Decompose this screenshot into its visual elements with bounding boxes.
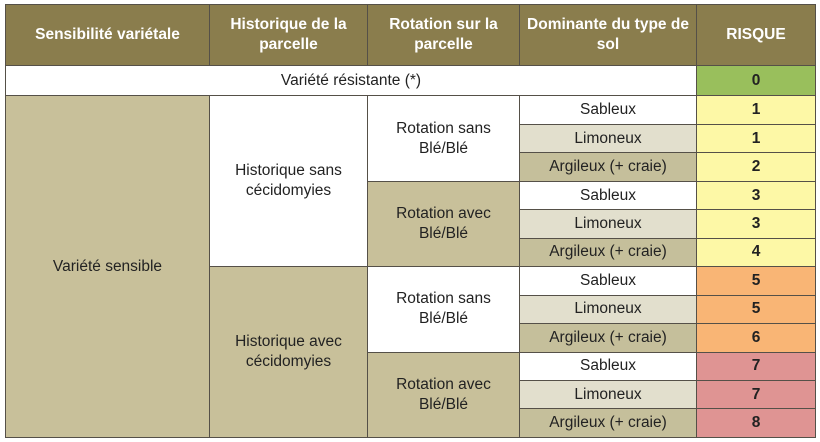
rotation-label: Rotation sans Blé/Blé <box>368 96 520 181</box>
rotation-label: Rotation sans Blé/Blé <box>368 267 520 352</box>
header-row <box>6 5 816 66</box>
table-row <box>6 96 816 124</box>
risk-value: 4 <box>697 238 816 266</box>
header-sol: Dominante du type de sol <box>520 5 697 66</box>
risk-value: 8 <box>697 409 816 438</box>
risk-value: 0 <box>697 66 816 96</box>
soil-label: Limoneux <box>520 210 697 238</box>
resistant-row <box>6 66 816 96</box>
soil-label: Limoneux <box>520 295 697 323</box>
rotation-label: Rotation avec Blé/Blé <box>368 181 520 266</box>
risk-value: 1 <box>697 124 816 152</box>
risk-value: 7 <box>697 381 816 409</box>
header-historique: Historique de la parcelle <box>210 5 368 66</box>
risk-value: 7 <box>697 352 816 380</box>
risk-value: 3 <box>697 181 816 209</box>
soil-label: Sableux <box>520 181 697 209</box>
risk-value: 5 <box>697 295 816 323</box>
soil-label: Limoneux <box>520 381 697 409</box>
rotation-label: Rotation avec Blé/Blé <box>368 352 520 437</box>
soil-label: Argileux (+ craie) <box>520 409 697 438</box>
risk-value: 3 <box>697 210 816 238</box>
history-label: Historique sans cécidomyies <box>210 96 368 267</box>
soil-label: Sableux <box>520 352 697 380</box>
soil-label: Argileux (+ craie) <box>520 324 697 352</box>
soil-label: Argileux (+ craie) <box>520 238 697 266</box>
soil-label: Argileux (+ craie) <box>520 153 697 181</box>
risk-value: 5 <box>697 267 816 295</box>
header-rotation: Rotation sur la parcelle <box>368 5 520 66</box>
header-risque: RISQUE <box>697 5 816 66</box>
risk-value: 1 <box>697 96 816 124</box>
history-label: Historique avec cécidomyies <box>210 267 368 438</box>
soil-label: Limoneux <box>520 124 697 152</box>
risk-value: 6 <box>697 324 816 352</box>
sensitive-label: Variété sensible <box>6 96 210 438</box>
risk-table <box>5 4 816 438</box>
resistant-label: Variété résistante (*) <box>6 66 697 96</box>
soil-label: Sableux <box>520 267 697 295</box>
soil-label: Sableux <box>520 96 697 124</box>
header-sensibilite: Sensibilité variétale <box>6 5 210 66</box>
risk-value: 2 <box>697 153 816 181</box>
